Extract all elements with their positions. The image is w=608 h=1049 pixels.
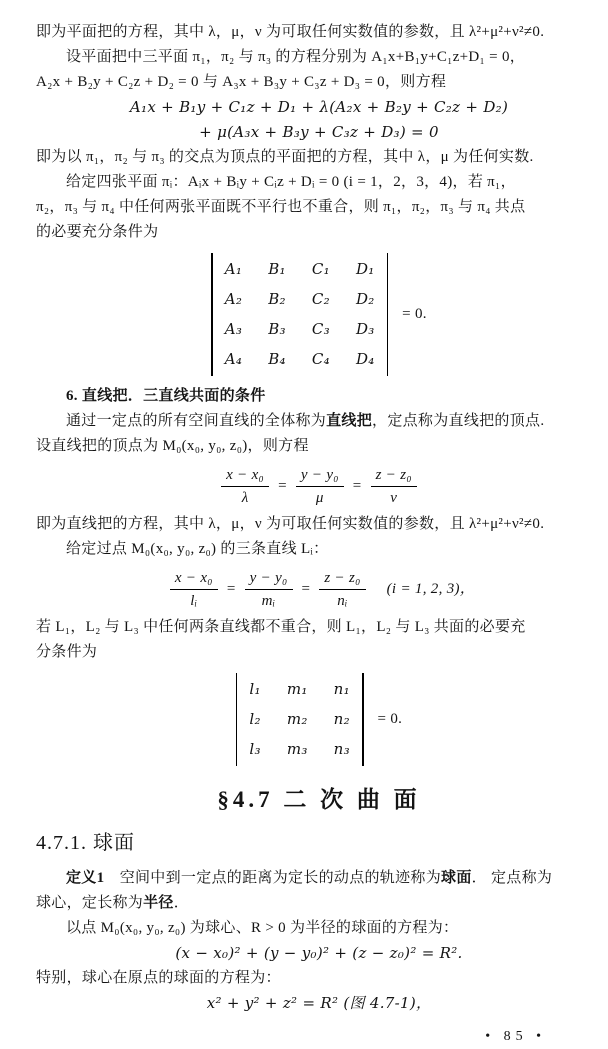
det-cell: D₃: [355, 320, 375, 338]
determinant-entries: [213, 253, 387, 376]
fraction-denominator: lᵢ: [190, 593, 198, 609]
text-segment: 空间中到一定点的距离为定长的动点的轨迹称为: [104, 870, 442, 886]
det-cell: A₁: [224, 260, 243, 278]
det-cell: B₂: [268, 290, 286, 308]
det-cell: B₄: [268, 350, 286, 368]
equation-condition: (i = 1, 2, 3)，: [386, 581, 476, 597]
fraction-numerator: y − y₀: [296, 465, 344, 487]
det-cell: m₂: [286, 710, 308, 728]
det-cell: C₁: [311, 260, 330, 278]
definition-label: 定义1: [66, 870, 105, 886]
definition-line: [36, 866, 602, 891]
paragraph-line: 特别，球心在原点的球面的方程为：: [36, 970, 281, 986]
equals-sign: =: [301, 581, 311, 597]
paragraph-line: 即为以 π₁，π₂ 与 π₃ 的交点为顶点的平面把的方程，其中 λ，μ 为任何实数.: [36, 149, 534, 165]
equation-line-pencil: [36, 465, 602, 508]
det-cell: C₄: [311, 350, 330, 368]
fraction-numerator: x − x₀: [221, 465, 269, 487]
paragraph-line: [36, 409, 602, 434]
fraction-denominator: μ: [315, 490, 324, 506]
det-cell: l₃: [249, 740, 261, 758]
fraction-numerator: x − x₀: [170, 568, 218, 590]
det-cell: A₄: [224, 350, 243, 368]
det-cell: m₁: [286, 680, 308, 698]
paragraph-line: 设直线把的顶点为 M₀(x₀, y₀, z₀)，则方程: [36, 438, 309, 454]
determinant-4x4: [36, 253, 602, 376]
fraction-denominator: λ: [241, 490, 249, 506]
equation-sphere-origin: x² + y² + z² = R² (图 4.7-1)，: [206, 994, 432, 1012]
text-segment: ． 定点称为: [471, 870, 553, 886]
det-cell: A₃: [224, 320, 243, 338]
paragraph-line: 设平面把中三平面 π₁，π₂ 与 π₃ 的方程分别为 A₁x+B₁y+C₁z+D₁ = 0，: [66, 49, 526, 65]
fraction: [371, 465, 417, 508]
determinant-3x3: [36, 673, 602, 766]
paragraph-line: 若 L₁，L₂ 与 L₃ 中任何两条直线都不重合，则 L₁，L₂ 与 L₃ 共面的必要充: [36, 619, 526, 635]
fraction-numerator: y − y₀: [245, 568, 293, 590]
equals-sign: =: [352, 478, 362, 494]
det-cell: D₄: [355, 350, 375, 368]
bold-term: 球面: [441, 870, 472, 886]
equation-sphere-general: (x − x₀)² + (y − y₀)² + (z − z₀)² = R².: [175, 944, 463, 962]
equation-line: A₁x + B₁y + C₁z + D₁ + λ(A₂x + B₂y + C₂z + D₂): [129, 98, 509, 116]
det-cell: A₂: [224, 290, 243, 308]
subsection-heading: 4.7.1. 球面: [36, 832, 135, 854]
fraction: [221, 465, 269, 508]
paragraph-line: 即为平面把的方程，其中 λ，μ，ν 为可取任何实数值的参数，且 λ²+μ²+ν²≠0.: [36, 24, 545, 40]
fraction-denominator: mᵢ: [261, 593, 276, 609]
fraction-numerator: z − z₀: [319, 568, 365, 590]
bold-term: 半径: [143, 895, 174, 911]
page-number: • 85 •: [485, 1029, 546, 1044]
equation-line: + μ(A₃x + B₃y + C₃z + D₃) = 0: [199, 123, 439, 141]
bold-term: 直线把: [326, 413, 373, 429]
det-cell: l₂: [249, 710, 261, 728]
determinant-rhs: = 0.: [402, 306, 427, 322]
det-cell: C₂: [311, 290, 330, 308]
paragraph-line: 即为直线把的方程，其中 λ，μ，ν 为可取任何实数值的参数，且 λ²+μ²+ν²≠0.: [36, 516, 545, 532]
section-title: 二 次 曲 面: [283, 787, 421, 812]
paragraph-line: 分条件为: [36, 644, 98, 660]
determinant-entries: [237, 673, 362, 766]
text-segment: 通过一定点的所有空间直线的全体称为: [66, 413, 327, 429]
fraction-numerator: z − z₀: [371, 465, 417, 487]
subsection-6-heading: 6. 直线把．三直线共面的条件: [66, 388, 266, 404]
det-cell: l₁: [249, 680, 261, 698]
fraction: [319, 568, 365, 611]
paragraph-line: 以点 M₀(x₀, y₀, z₀) 为球心、R > 0 为半径的球面的方程为：: [66, 920, 459, 936]
determinant-right-bar: [362, 673, 364, 766]
fraction: [170, 568, 218, 611]
fraction: [296, 465, 344, 508]
determinant-body: [211, 253, 388, 376]
fraction-denominator: nᵢ: [337, 593, 348, 609]
determinant-rhs: = 0.: [377, 711, 403, 727]
determinant-body: [236, 673, 364, 766]
det-cell: n₂: [333, 710, 350, 728]
section-number: §4.7: [217, 787, 274, 812]
det-cell: n₁: [333, 680, 350, 698]
det-cell: B₁: [268, 260, 286, 278]
section-heading: [36, 786, 602, 814]
fraction: [245, 568, 293, 611]
text-segment: ，定点称为直线把的顶点.: [372, 413, 545, 429]
paragraph-line: 的必要充分条件为: [36, 224, 159, 240]
det-cell: n₃: [333, 740, 350, 758]
equals-sign: =: [226, 581, 236, 597]
paragraph-line: π₂，π₃ 与 π₄ 中任何两张平面既不平行也不重合，则 π₁，π₂，π₃ 与 π₄ 共点: [36, 199, 526, 215]
determinant-right-bar: [387, 253, 389, 376]
equals-sign: =: [278, 478, 287, 494]
paragraph-line: A₂x + B₂y + C₂z + D₂ = 0 与 A₃x + B₃y + C₃z + D₃ = 0，则方程: [36, 74, 447, 90]
det-cell: D₁: [355, 260, 375, 278]
equation-three-lines: [36, 568, 602, 611]
det-cell: B₃: [268, 320, 286, 338]
paragraph-line: 给定四张平面 πᵢ：Aᵢx + Bᵢy + Cᵢz + Dᵢ = 0 (i = 1，2，3，4)，若 π₁，: [66, 174, 516, 190]
text-segment: ．: [173, 895, 190, 911]
text-segment: 球心，定长称为: [36, 895, 144, 911]
paragraph-line: [36, 891, 602, 916]
paragraph-line: 给定过点 M₀(x₀, y₀, z₀) 的三条直线 Lᵢ：: [66, 541, 329, 557]
det-cell: C₃: [311, 320, 330, 338]
fraction-denominator: ν: [390, 490, 398, 506]
det-cell: m₃: [286, 740, 308, 758]
det-cell: D₂: [355, 290, 375, 308]
